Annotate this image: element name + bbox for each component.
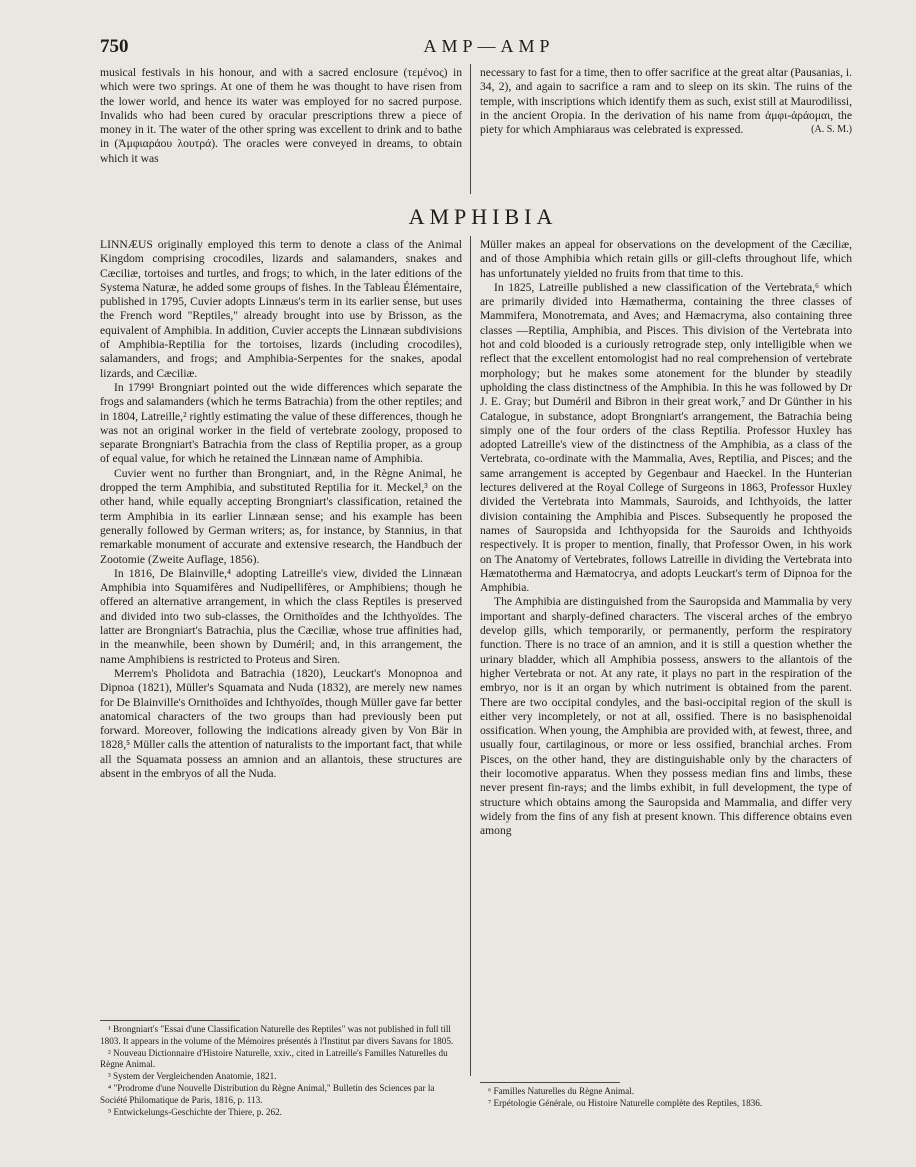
footnote-rule-right: [480, 1082, 620, 1083]
paragraph: [480, 66, 852, 137]
footnote: ³ System der Vergleichenden Anatomie, 1821.: [108, 1071, 277, 1082]
footnote: ² Nouveau Dictionnaire d'Histoire Naturelle, xxiv., cited in Latreille's Familles Naturelles du Règne Animal.: [100, 1047, 448, 1070]
running-title: AMP—AMP: [423, 36, 555, 56]
footnote-rule-left: [100, 1020, 240, 1021]
author-signature: (A. S. M.): [811, 124, 852, 136]
column-divider-top: [470, 64, 471, 194]
previous-article-right: [480, 66, 852, 137]
footnote: ⁶ Familles Naturelles du Règne Animal.: [488, 1086, 635, 1096]
right-column: [480, 238, 852, 838]
article-title: AMPHIBIA: [408, 204, 558, 229]
footnote: ¹ Brongniart's "Essai d'une Classification Naturelle des Reptiles" was not published in full till 1803. It appears in the volume of the Mémoires présentés à l'Institut par divers Savans for 1805.: [100, 1024, 454, 1046]
footnotes-left: [100, 1024, 462, 1118]
paragraph: musical festivals in his honour, and with a sacred enclosure (τεμένος) in which were two springs. At one of them he was thought to have risen from the lower world, and hence its water was employed for no sacred purpose. Invalids who had been cured by oracular prescriptions threw a piece of money in it. The water of the other spring was excellent to drink and to bathe in (Ἀμφιαράου λουτρά). The oracles were conveyed in dreams, to obtain which it was: [100, 66, 462, 165]
paragraph: In 1825, Latreille published a new classification of the Vertebrata,⁶ which are primarily divided into Hæmatherma, containing the three classes of Mammifera, Monotremata, and Aves; and Hæmacryma, also containing three classes —Reptilia, Amphibia, and Pisces. This division of the Vertebrata into hot and cold blooded is a curiously retrograde step, only intelligible when we reflect that the excellent entomologist had no real comprehension of vertebrate morphology; but he makes some atonement for the blunder by steadily upholding the class distinctness of the Amphibia. In this he was followed by Dr J. E. Gray; but Duméril and Bibron in their great work,⁷ and Dr Günther in his Catalogue, in substance, adopt Brongniart's arrangement, the Batrachia being simply one of the four orders of the class Reptilia. Professor Huxley has adopted Latreille's view of the distinctness of the Amphibia, as a class of the Vertebrata, co-ordinate with the Mammalia, Aves, Reptilia, and Pisces; and the same arrangement is accepted by Gegenbaur and Haeckel. In the Hunterian lectures delivered at the Royal College of Surgeons in 1863, Professor Huxley divided the Vertebrata into Mammals, Sauroids, and Ichthyoids, the latter division containing the Amphibia and Pisces. Subsequently he proposed the names of Sauropsida and Ichthyopsida for the Sauroids and Ichthyoids respectively. It is proper to mention, finally, that Professor Owen, in his work on The Anatomy of Vertebrates, follows Latreille in dividing the Vertebrata into Hæmatotherma and Hæmatocrya, and adopts Leuckart's term of Dipnoa for the Amphibia.: [480, 280, 852, 595]
paragraph: In 1816, De Blainville,⁴ adopting Latreille's view, divided the Linnæan Amphibia into Squamifères and Nudipellifères, or Amphibiens; though he offered an alternative arrangement, in which the class Reptiles is preserved and divided into two sub-classes, the Ornithoïdes and the Ichthyoïdes. The latter are Brongniart's Batrachia, plus the Cæciliæ, whose true affinities had, in the meanwhile, been shown by Duméril; and, in this arrangement, the name Amphibiens is restricted to Proteus and Siren.: [100, 566, 462, 666]
footnote: ⁷ Erpétologie Générale, ou Histoire Naturelle complète des Reptiles, 1836.: [488, 1097, 763, 1108]
paragraph-text: necessary to fast for a time, then to offer sacrifice at the great altar (Pausanias, i. 34, 2), and again to sacrifice a ram and to sleep on its skin. The ruins of the temple, with inscriptions which identify them as such, exist still at Maurodilissi, in the ancient Oropia. In the derivation of his name from ἀμφι-ἀράομαι, the piety for which Amphiaraus was celebrated is expressed.: [480, 66, 852, 137]
paragraph: Merrem's Pholidota and Batrachia (1820), Leuckart's Monopnoa and Dipnoa (1821), Müller's Squamata and Nuda (1832), are merely new names for De Blainville's Ornithoïdes and Ichthyoïdes, though Müller gave far better anatomical characters of the two groups than had previously been put forward. Moreover, following the indications already given by Von Bär in 1828,⁵ Müller calls the attention of naturalists to the important fact, that while all the Squamata possess an amnion and an allantois, these structures are absent in the embryos of all the Nuda.: [100, 666, 462, 780]
paragraph: LINNÆUS originally employed this term to denote a class of the Animal Kingdom comprising crocodiles, lizards and salamanders, snakes and Cæciliæ, tortoises and turtles, and frogs; to which, in the later editions of the Systema Naturæ, he added some groups of fishes. In the Tableau Élémentaire, published in 1795, Cuvier adopts Linnæus's term in its earlier sense, but uses the French word "Reptiles," already brought into use by Brisson, as the equivalent of Amphibia. In addition, Cuvier accepts the Linnæan subdivisions of Amphibia-Reptilia for the tortoises, lizards (including crocodiles), salamanders, and frogs; and Amphibia-Serpentes for the snakes, apodal lizards, and Cæciliæ.: [100, 238, 462, 380]
left-column: [100, 238, 462, 781]
page-number: 750: [100, 36, 129, 57]
paragraph: Müller makes an appeal for observations on the development of the Cæciliæ, and of those Amphibia which retain gills or gill-clefts throughout life, which has unfortunately yielded no fruits from that time to this.: [480, 238, 852, 280]
footnote: ⁴ "Prodrome d'une Nouvelle Distribution du Règne Animal," Bulletin des Sciences par la Société Philomatique de Paris, 1816, p. 113.: [100, 1082, 435, 1105]
column-divider: [470, 236, 471, 1076]
footnotes-right: [480, 1086, 852, 1110]
paragraph: The Amphibia are distinguished from the Sauropsida and Mammalia by very important and sharply-defined characters. The visceral arches of the embryo develop gills, which temporarily, or permanently, perform the respiratory function. There is no trace of an amnion, and it is still a question whether the urinary bladder, which all Amphibia possess, answers to the allantois of the higher Vertebrata or not. At any rate, it plays no part in the respiration of the embryo, nor is it an organ by which nutriment is obtained from the parent. There are two occipital condyles, and the basi-occipital region of the skull is either very incompletely, or not at all, ossified. There is no basisphenoidal ossification. When young, the Amphibia are provided with, at fewest, three, and usually four, cartilaginous, or more or less ossified, branchial arches. From Pisces, on the other hand, they are distinguishable only by the characters of their locomotive apparatus. When they possess median fins and limbs, these never present fin-rays; and the limbs exhibit, in full development, the type of structure which obtains among the Sauropsida and Mammalia, and differ very widely from the fins of any fish at present known. This difference obtains even among: [480, 595, 852, 838]
page-header: [100, 36, 878, 62]
paragraph: In 1799¹ Brongniart pointed out the wide differences which separate the frogs and salamanders (which he terms Batrachia) from the other reptiles; and in 1804, Latreille,² rightly estimating the value of these differences, though he was not an original worker in the field of vertebrate zoology, proposed to separate Brongniart's Batrachia from the class of Reptilia proper, as a group of equal value, for which he retained the Linnæan name of Amphibia.: [100, 380, 462, 466]
footnote: ⁵ Entwickelungs-Geschichte der Thiere, p. 262.: [108, 1106, 282, 1117]
paragraph: Cuvier went no further than Brongniart, and, in the Règne Animal, he dropped the term Amphibia, and substituted Reptilia for it. Meckel,³ on the other hand, while equally accepting Brongniart's classification, retained the term Amphibia in its earlier Linnæan sense; and his example has been generally followed by German writers; as, for instance, by Stannius, in that remarkable monument of accurate and extensive research, the Handbuch der Zootomie (Zweite Auflage, 1856).: [100, 466, 462, 566]
previous-article-left: [100, 66, 462, 166]
